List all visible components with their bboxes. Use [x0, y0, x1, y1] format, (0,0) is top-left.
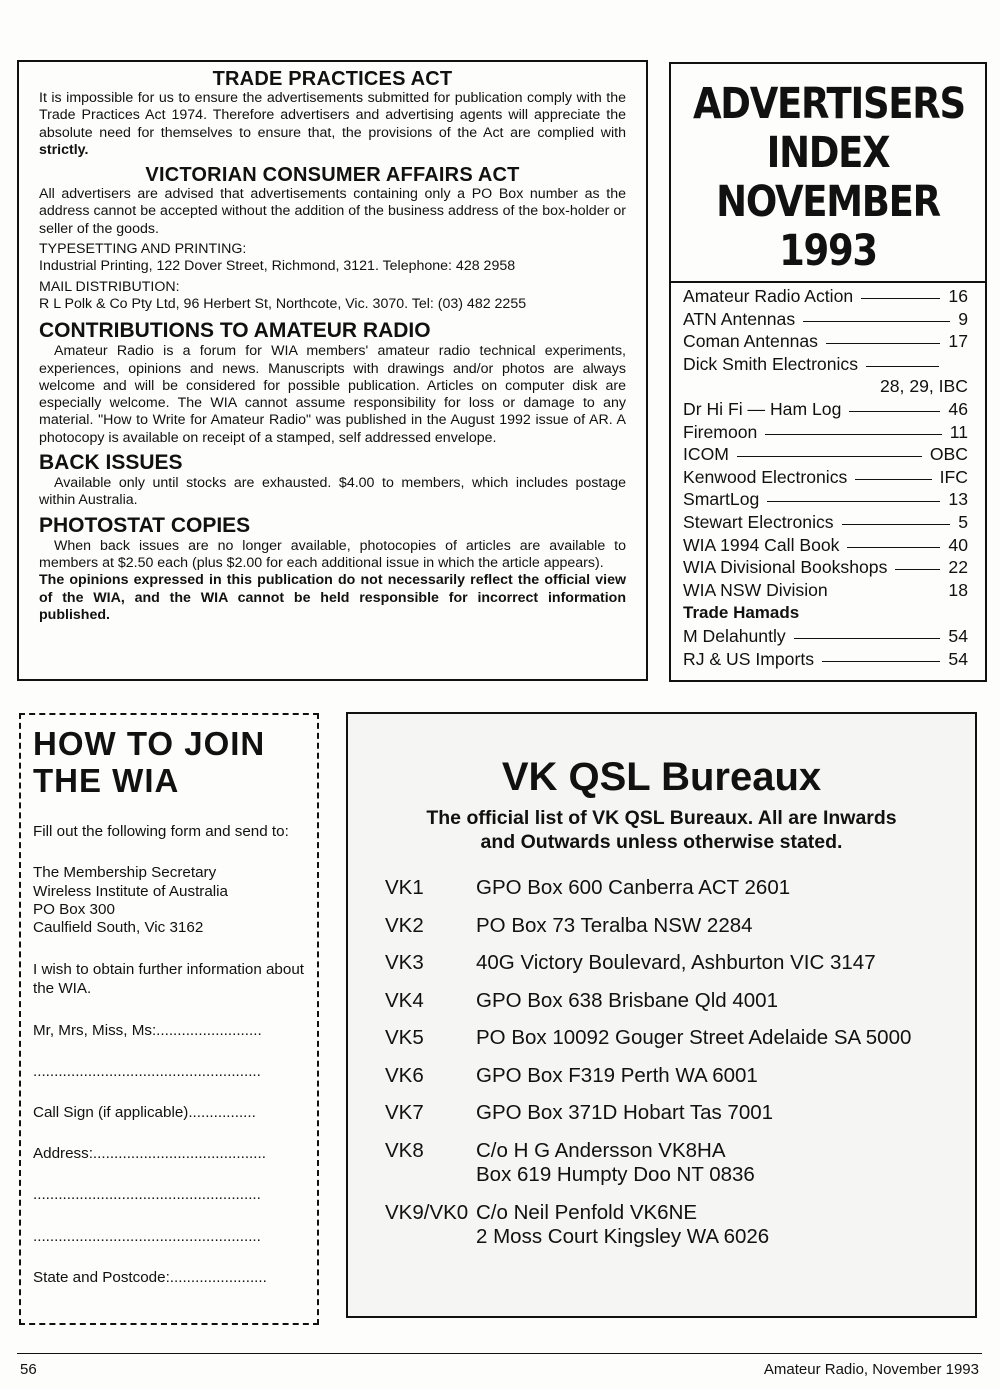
list-item	[683, 648, 968, 671]
advertiser-name: Stewart Electronics	[683, 511, 834, 532]
leader-line	[794, 638, 941, 639]
typesetting-label: TYPESETTING AND PRINTING:	[39, 241, 247, 258]
advertiser-name: Firemoon	[683, 421, 758, 442]
list-item	[683, 330, 968, 353]
trade-practices-body: It is impossible for us to ensure the advertisements submitted for publication comply with the Trade Practices Act 1974. Therefore advertisers and advertising agents will appreciate the absolute need for themselves to ensure that, the provisions of the Act are complied with	[39, 90, 626, 141]
advertiser-name: Dr Hi Fi — Ham Log	[683, 398, 842, 419]
list-item	[683, 353, 968, 376]
photostat-heading: PHOTOSTAT COPIES	[39, 513, 251, 537]
advertiser-page: 18	[948, 579, 968, 600]
adv-title-line2: INDEX	[766, 128, 890, 178]
join-intro: Fill out the following form and send to:	[33, 823, 289, 840]
contributions-text: Amateur Radio is a forum for WIA members' amateur radio technical experiments, experiences, opinions and news. Manuscripts with drawings and/or photos are always welcome and will be considered for possible publication. Articles on computer disk are especially welcome. The WIA cannot assume responsibility for loss or damage to any material. "How to Write for Amateur Radio" was published in the August 1992 issue of AR. A photocopy is available on receipt of a stamped, self addressed envelope.	[39, 343, 626, 446]
advertiser-page: 11	[949, 421, 968, 442]
consumer-affairs-text: All advertisers are advised that advertisements containing only a PO Box number as the address cannot be accepted without the addition of the business address of the box-holder or seller of the goods.	[39, 186, 626, 237]
list-item	[385, 914, 911, 939]
bureau-code: VK6	[385, 1063, 424, 1087]
state-postcode-field[interactable]: State and Postcode:.......................	[33, 1269, 267, 1287]
dick-smith-pages: 28, 29, IBC	[879, 376, 968, 397]
address-line: The Membership Secretary	[33, 864, 217, 882]
trade-practices-strictly: strictly.	[39, 141, 89, 158]
bureau-address-line: GPO Box 600 Canberra ACT 2601	[476, 876, 791, 899]
leader-line	[855, 479, 931, 480]
adv-title-line1: ADVERTISERS	[692, 79, 965, 129]
leader-line	[822, 661, 940, 662]
list-item	[683, 556, 968, 579]
advertiser-page: 16	[948, 286, 968, 306]
join-wia-coupon	[19, 713, 319, 1325]
list-item	[683, 308, 968, 331]
list-item	[683, 579, 968, 602]
advertiser-page: 5	[958, 511, 968, 532]
bureau-code: VK3	[385, 951, 424, 974]
list-item	[683, 625, 968, 648]
advertiser-name: WIA NSW Division	[683, 579, 828, 600]
mail-distribution-label: MAIL DISTRIBUTION:	[39, 278, 180, 295]
bureau-code: VK8	[385, 1138, 424, 1162]
bureau-address	[476, 914, 753, 939]
bureau-address	[476, 1064, 758, 1089]
bureau-address-line: 2 Moss Court Kingsley WA 6026	[476, 1225, 770, 1248]
advertisers-index-title	[693, 80, 963, 276]
bureau-code: VK2	[385, 913, 424, 937]
bureau-address	[476, 989, 778, 1014]
advertiser-page: 17	[948, 331, 968, 352]
leader-line	[767, 501, 940, 502]
bureau-address	[476, 1139, 755, 1188]
leader-line	[866, 366, 939, 367]
bureau-address-line: GPO Box 371D Hobart Tas 7001	[476, 1101, 774, 1124]
advertiser-name: Coman Antennas	[683, 331, 818, 352]
address-line: Caulfield South, Vic 3162	[33, 919, 204, 937]
address-field-line2[interactable]: ......................................................	[33, 1186, 261, 1204]
leader-line	[895, 569, 940, 570]
opinion-disclaimer: The opinions expressed in this publication do not necessarily reflect the official view of the WIA, and the WIA cannot be held responsible for incorrect information published.	[39, 572, 626, 623]
bureau-address	[476, 1201, 769, 1250]
bureau-code: VK4	[385, 988, 424, 1012]
trade-practices-heading: TRADE PRACTICES ACT	[212, 68, 453, 90]
qsl-bureaux-box	[346, 712, 977, 1318]
bureau-code: VK9/VK0	[385, 1200, 469, 1224]
advertiser-name: SmartLog	[683, 489, 760, 510]
advertiser-page: 22	[948, 557, 968, 578]
bureau-address-line: Box 619 Humpty Doo NT 0836	[476, 1163, 755, 1186]
advertiser-name: M Delahuntly	[683, 626, 786, 647]
back-issues-heading: BACK ISSUES	[39, 451, 183, 475]
leader-line	[737, 456, 922, 457]
advertiser-page: 54	[948, 626, 968, 647]
advertisers-list	[683, 285, 968, 671]
publication-footer: Amateur Radio, November 1993	[763, 1361, 979, 1378]
back-issues-text: Available only until stocks are exhausted. $4.00 to members, which includes postage within Australia.	[39, 475, 626, 509]
list-item	[683, 511, 968, 534]
call-sign-field[interactable]: Call Sign (if applicable)................	[33, 1104, 256, 1122]
bureau-address-line: PO Box 10092 Gouger Street Adelaide SA 5000	[476, 1026, 912, 1049]
publication-notices-box	[17, 60, 648, 681]
join-title-line1: HOW TO JOIN	[33, 725, 266, 762]
contributions-heading: CONTRIBUTIONS TO AMATEUR RADIO	[39, 319, 431, 343]
typesetting-text: Industrial Printing, 122 Dover Street, Richmond, 3121. Telephone: 428 2958	[39, 258, 516, 275]
advertiser-page: 46	[948, 398, 968, 419]
list-item	[385, 989, 911, 1014]
trade-practices-text	[39, 90, 626, 159]
trade-hamads-heading: Trade Hamads	[683, 603, 800, 623]
page-number: 56	[20, 1361, 37, 1378]
photostat-text: When back issues are no longer available, photocopies of articles are available to members at $2.50 each (plus $2.00 for each additional issue in which the article appears).	[39, 537, 626, 571]
list-item	[683, 443, 968, 466]
qsl-subtitle-line2: and Outwards unless otherwise stated.	[480, 831, 843, 853]
address-line: PO Box 300	[33, 900, 115, 918]
advertiser-name: ATN Antennas	[683, 308, 796, 329]
advertiser-name: Kenwood Electronics	[683, 466, 848, 487]
list-item	[683, 285, 968, 308]
join-info-request: I wish to obtain further information about the WIA.	[33, 961, 304, 997]
leader-line	[765, 434, 941, 435]
adv-title-line3: NOVEMBER	[716, 177, 940, 227]
adv-divider	[671, 281, 985, 283]
bureau-address-line: 40G Victory Boulevard, Ashburton VIC 3147	[476, 951, 876, 974]
advertiser-name: RJ & US Imports	[683, 648, 814, 669]
list-item	[683, 421, 968, 444]
bureau-code: VK7	[385, 1101, 424, 1124]
bureau-code: VK1	[385, 876, 424, 899]
bureau-address-line: GPO Box F319 Perth WA 6001	[476, 1063, 758, 1087]
advertiser-page: IFC	[939, 466, 968, 487]
bureau-address-line: GPO Box 638 Brisbane Qld 4001	[476, 988, 778, 1012]
name-field[interactable]: Mr, Mrs, Miss, Ms:.........................	[33, 1022, 262, 1040]
list-item	[385, 1026, 911, 1051]
leader-line	[842, 524, 951, 525]
list-item	[385, 1064, 911, 1089]
bureau-code: VK5	[385, 1026, 424, 1049]
list-item	[385, 951, 911, 976]
leader-line	[849, 411, 940, 412]
leader-line	[803, 321, 950, 322]
advertiser-name: ICOM	[683, 444, 729, 465]
footer-divider	[17, 1353, 982, 1354]
leader-line	[847, 547, 940, 548]
bureau-address-line: C/o Neil Penfold VK6NE	[476, 1200, 698, 1224]
consumer-affairs-heading: VICTORIAN CONSUMER AFFAIRS ACT	[145, 164, 520, 187]
qsl-list	[385, 876, 911, 1263]
advertiser-page: OBC	[929, 444, 968, 465]
bureau-address	[476, 1101, 773, 1126]
name-field-line2[interactable]: ......................................................	[33, 1063, 261, 1081]
address-line: Wireless Institute of Australia	[33, 882, 228, 900]
advertiser-name: Dick Smith Electronics	[683, 353, 859, 374]
bureau-address-line: PO Box 73 Teralba NSW 2284	[476, 913, 753, 937]
list-item	[385, 1139, 911, 1188]
advertiser-page: 40	[948, 534, 968, 555]
bureau-address	[476, 951, 876, 976]
leader-line	[861, 298, 940, 299]
join-title	[33, 725, 317, 799]
mail-distribution-text: R L Polk & Co Pty Ltd, 96 Herbert St, Northcote, Vic. 3070. Tel: (03) 482 2255	[39, 295, 527, 312]
bureau-address	[476, 876, 790, 901]
qsl-title: VK QSL Bureaux	[501, 755, 822, 799]
membership-address	[33, 864, 317, 937]
advertisers-index-box	[669, 62, 987, 682]
bureau-address	[476, 1026, 911, 1051]
list-item	[385, 876, 911, 901]
qsl-subtitle-line1: The official list of VK QSL Bureaux. All are Inwards	[426, 807, 897, 829]
join-title-line2: THE WIA	[33, 762, 180, 799]
advertiser-name: WIA Divisional Bookshops	[683, 557, 888, 578]
bureau-address-line: C/o H G Andersson VK8HA	[476, 1138, 726, 1162]
list-item	[683, 466, 968, 489]
advertiser-page: 13	[948, 489, 968, 510]
advertiser-page: 9	[958, 308, 968, 329]
list-item	[385, 1201, 911, 1250]
qsl-subtitle	[348, 806, 975, 854]
advertiser-name: WIA 1994 Call Book	[683, 534, 840, 555]
adv-title-line4: 1993	[779, 226, 877, 276]
address-field-line3[interactable]: ......................................................	[33, 1228, 261, 1246]
advertiser-page: 54	[948, 648, 968, 669]
list-item	[683, 534, 968, 557]
address-field[interactable]: Address:.........................................	[33, 1145, 266, 1163]
advertiser-name: Amateur Radio Action	[683, 286, 854, 306]
leader-line	[826, 343, 940, 344]
list-item	[683, 488, 968, 511]
list-item	[385, 1101, 911, 1126]
list-item	[683, 398, 968, 421]
